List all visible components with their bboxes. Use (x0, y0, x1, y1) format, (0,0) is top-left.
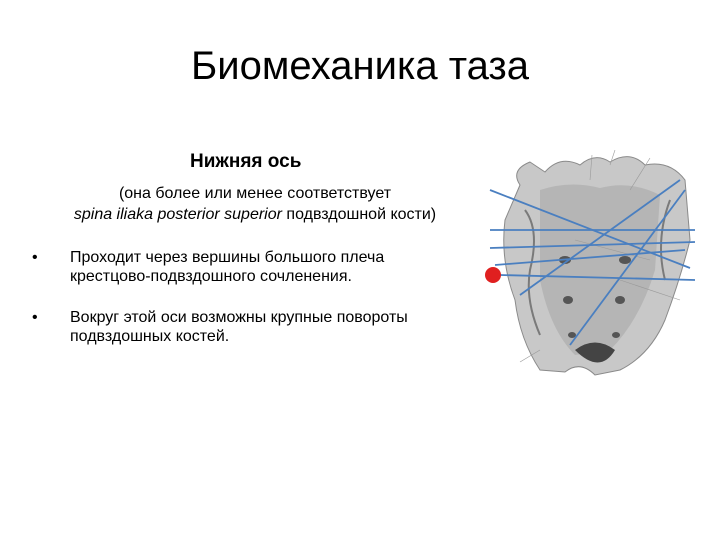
bullet-item (28, 248, 468, 286)
bullet-text: Вокруг этой оси возможны крупные повороты подвздошных костей. (70, 309, 408, 345)
bullet-dot-icon: • (32, 309, 38, 326)
axis-note (20, 183, 490, 225)
axis-marker-dot (485, 267, 501, 283)
sacrum-illustration (480, 150, 705, 380)
slide-title: Биомеханика таза (191, 44, 529, 88)
bullet-dot-icon: • (32, 249, 38, 266)
bullet-text: Проходит через вершины большого плеча крестцово-подвздошного сочленения. (70, 249, 385, 285)
note-line-2-rest: подвздошной кости) (281, 206, 437, 223)
slide-subtitle: Нижняя ось (190, 151, 302, 172)
note-line-1: (она более или менее соответствует (118, 185, 392, 202)
bullet-item (28, 308, 468, 346)
bullet-list (28, 248, 468, 368)
note-italic-term: spina iliaka posterior superior (73, 206, 282, 223)
